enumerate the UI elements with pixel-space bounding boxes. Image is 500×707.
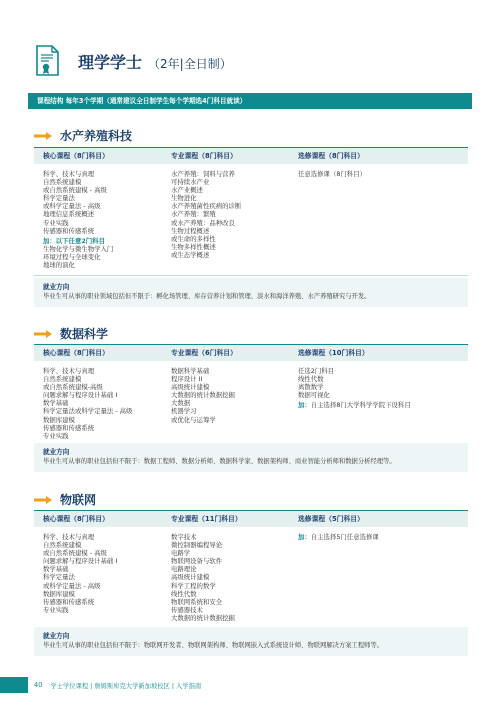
list-item: 大数据 [171,399,191,408]
footer-accent-bar [0,677,28,693]
table-body [34,527,468,629]
list-item: 大数据的统计数据挖掘 [171,391,235,400]
list-item: 传感器和传感系统 [43,597,95,606]
list-item: 生物多样性概述 [171,242,216,251]
list-item: 地球的演化 [43,261,75,270]
list-item: 专业实践 [43,605,69,614]
course-structure-banner: 课程结构 每年3个学期（通常建议全日制学生每个学期选4门科目就读） [28,93,472,109]
note-prefix: 加： [298,401,311,410]
course-table-iot [34,510,468,629]
list-item: 问题求解与程序设计基础 I [43,391,118,400]
list-item: 专业实践 [43,218,69,227]
list-item: 自然系统建模 [43,178,82,187]
table-body [34,164,468,276]
list-item: 自然系统建模 [43,541,82,550]
list-item: 专业实践 [43,431,69,440]
list-item: 科学、技术与真理 [43,367,95,375]
list-item: 大数据的统计数据挖掘 [171,613,235,622]
list-item: 数字技术 [171,533,197,541]
elective-course-list [289,527,468,628]
list-item: 科学定量法或科学定量法 - 高级 [43,407,133,416]
core-course-list [34,164,162,275]
page-subtitle: （2年|全日制） [148,56,232,71]
list-item: 可持续水产业 [171,178,210,187]
list-item: 环境过程与全球变化 [43,252,101,261]
list-item: 水产业概述 [171,186,203,195]
career-heading: 就业方向 [43,448,70,456]
elective-note [298,401,468,409]
elective-note [298,533,468,541]
list-item: 传感器和传感系统 [43,423,95,432]
table-body [34,361,468,447]
list-item: 或科学定量法 - 高级 [43,581,101,590]
list-item: 物联网系统和安全 [171,597,223,606]
list-item: 数学基础 [43,399,69,408]
career-box-data-science [34,443,468,472]
certificate-document-icon [34,45,60,77]
list-item: 数据库建模 [43,415,75,424]
elective-course-list [289,164,468,275]
list-item: 科学工程的数学 [171,581,216,590]
list-item: 任选2门科目 [298,367,335,375]
list-item: 或生态学概述 [171,250,210,259]
elective-course-list [289,361,468,446]
course-table-aquaculture [34,147,468,276]
header-elective: 选修课程（8门科目） [298,152,364,160]
list-item: 水产养殖：繁殖 [171,210,216,219]
table-header-row [34,345,468,361]
major-course-list [162,527,289,628]
note-prefix: 加： [298,533,311,541]
list-item: 生物化学与微生物学入门 [43,244,114,253]
list-item: 数据可视化 [298,391,330,400]
list-item: 生物过程概述 [171,226,210,235]
header-core: 核心课程（8门科目） [43,349,109,357]
section-title-iot [34,491,96,508]
page-number: 40 [34,681,43,689]
list-item: 科学、技术与真理 [43,170,95,178]
list-item: 微控制器编程导论 [171,541,223,550]
list-item: 或自然系统建模-高级 [43,383,103,392]
career-box-iot [34,627,468,656]
list-item: 线性代数 [171,589,197,598]
list-item: 传感器和传感系统 [43,226,95,235]
list-item: 传感器技术 [171,605,203,614]
list-item: 或水产养殖：品种改良 [171,218,235,227]
list-item: 数据科学基础 [171,367,210,375]
list-item: 地理信息系统概述 [43,210,95,219]
list-item: 或生命的多样性 [171,234,216,243]
list-item: 水产养殖：饲料与营养 [171,170,235,178]
major-course-list [162,361,289,446]
arrow-right-icon [34,496,52,504]
section-title-aquaculture [34,127,132,144]
career-text: 毕业生可从事的职业领域包括但不限于：孵化场管理、库存营养计划和管理、淡水和海洋养殖、水产养殖研究与开发。 [43,293,371,300]
section-name: 数据科学 [60,327,109,341]
core-course-list [34,527,162,628]
page-footer [0,677,201,693]
course-table-data-science [34,344,468,447]
section-name: 水产养殖科技 [60,129,133,143]
list-item: 程序设计 II [171,375,203,384]
list-item: 科学定量法 [43,194,75,203]
list-item: 或自然系统建模 - 高级 [43,186,107,195]
arrow-right-icon [34,330,52,338]
list-item: 或优化与运筹学 [171,415,216,424]
list-item: 电路学 [171,549,191,558]
list-item: 数学基础 [43,565,69,574]
career-heading: 就业方向 [43,632,70,640]
header-elective: 选修课程（5门科目） [298,515,364,523]
table-header-row [34,511,468,527]
list-item: 科学定量法 [43,573,75,582]
arrow-right-icon [34,132,52,140]
list-item: 任意选修课（8门科目） [298,170,366,178]
note-text: 自主选择8门大学科学学院下设科目 [310,401,411,410]
list-item: 机器学习 [171,407,197,416]
header-major: 专业课程（8门科目） [171,152,237,160]
header-elective: 选修课程（10门科目） [298,349,369,357]
list-item: 问题求解与程序设计基础 I [43,557,118,566]
header-major: 专业课程（11门科目） [171,515,242,523]
list-item: 或自然系统建模 - 高级 [43,549,107,558]
footer-text: 学士学位课程 | 詹姆斯库克大学新加坡校区 | 入学指南 [50,682,202,690]
major-course-list [162,164,289,275]
section-title-data-science [34,325,108,342]
header-core: 核心课程（8门科目） [43,515,109,523]
career-text: 毕业生可从事的职业包括但不限于：数据工程师、数据分析师、数据科学家、数据架构师、商业智能分析师和数据分析经理等。 [43,458,396,465]
list-item: 离散数学 [298,383,324,392]
list-item: 生物进化 [171,194,197,203]
extra-courses-heading: 加：以下任意2门科目 [43,236,105,245]
list-item: 高级统计建模 [171,383,210,392]
list-item: 水产养殖菌性疾病的诊断 [171,202,242,211]
list-item: 数据库建模 [43,589,75,598]
list-item: 电路理论 [171,565,197,574]
list-item: 高级统计建模 [171,573,210,582]
list-item: 科学、技术与真理 [43,533,95,541]
section-name: 物联网 [60,493,97,507]
page-title: 理学学士 [78,52,143,72]
list-item: 自然系统建模 [43,375,82,384]
header-core: 核心课程（8门科目） [43,152,109,160]
career-heading: 就业方向 [43,283,70,291]
list-item: 物联网设备与软件 [171,557,223,566]
list-item: 或科学定量法 - 高级 [43,202,101,211]
table-header-row [34,148,468,164]
page-header [34,45,232,77]
career-box-aquaculture [34,278,468,307]
header-major: 专业课程（6门科目） [171,349,237,357]
list-item: 线性代数 [298,375,324,384]
core-course-list [34,361,162,446]
career-text: 毕业生可从事的职业包括但不限于：物联网开发者、物联网架构师、物联网嵌入式系统设计师、物联网解决方案工程师等。 [43,642,384,649]
note-text: 自主选择5门任意选修课 [310,533,379,541]
